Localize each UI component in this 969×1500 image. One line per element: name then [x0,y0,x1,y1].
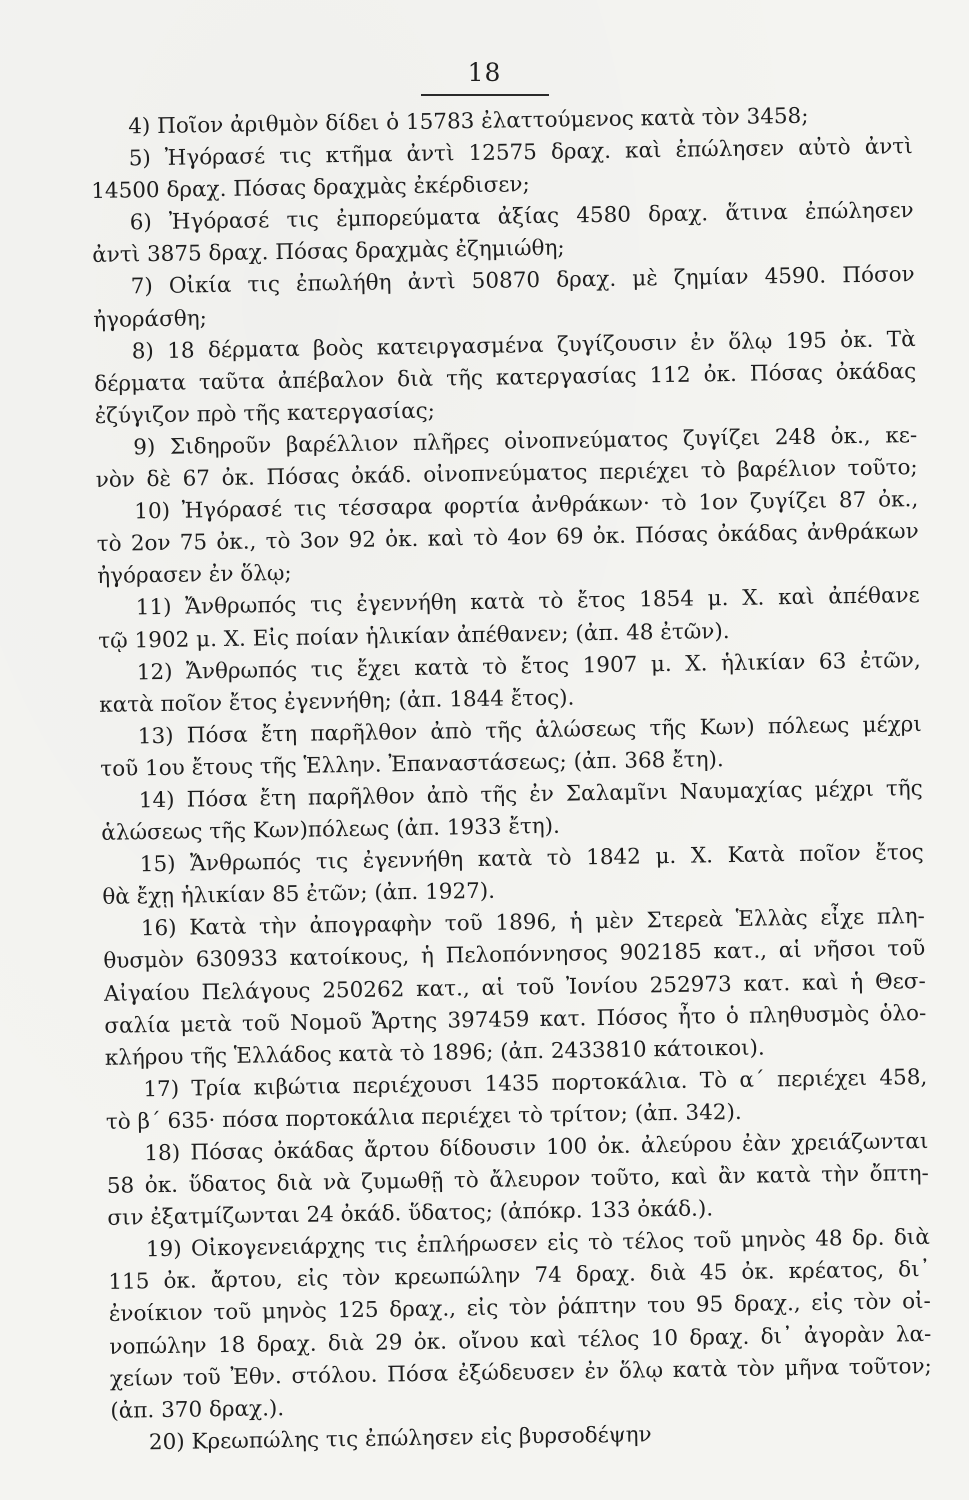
text-line: 115 ὀκ. ἄρτου, εἰς τὸν κρεωπώλην 74 δραχ. διὰ 45 ὀκ. κρέατος, δι᾽ [108,1257,931,1296]
text-line: τὸ 2ον 75 ὀκ., τὸ 3ον 92 ὀκ. καὶ τὸ 4ον 69 ὀκ. Πόσας ὀκάδας ἀνθράκων [96,519,919,558]
text-line: (ἀπ. 370 δραχ.). [110,1395,285,1424]
text-line: 11) Ἄνθρωπός τις ἐγεννήθη κατὰ τὸ ἔτος 1854 μ. Χ. καὶ ἀπέθανε [135,583,920,621]
text-line: χείων τοῦ Ἐθν. στόλου. Πόσα ἐξώδευσεν ἐν ὅλῳ κατὰ τὸν μῆνα τοῦτον; [109,1353,932,1392]
text-line: 9) Σιδηροῦν βαρέλλιον πλῆρες οἰνοπνεύματος ζυγίζει 248 ὀκ., κε- [133,422,918,461]
text-line: 58 ὀκ. ὕδατος διὰ νὰ ζυμωθῇ τὸ ἄλευρον τοῦτο, καὶ ἂν κατὰ τὴν ὄπτη- [106,1161,929,1199]
text-line: ἐζύγιζον πρὸ τῆς κατεργασίας; [94,398,436,429]
text-line: νοπώλην 18 δραχ. διὰ 29 ὀκ. οἴνου καὶ τέλος 10 δραχ. δι᾽ ἀγορὰν λα- [109,1321,932,1360]
text-line: 17) Τρία κιβώτια περιέχουσι 1435 πορτοκάλια. Τὸ α΄ περιέχει 458, [143,1064,928,1103]
text-line: κλήρου τῆς Ἑλλάδος κατὰ τὸ 1896; (ἀπ. 2433810 κάτοικοι). [104,1035,765,1071]
text-line: 15) Ἄνθρωπός τις ἐγεννήθη κατὰ τὸ 1842 μ. Χ. Κατὰ ποῖον ἔτος [139,840,924,878]
text-line: ἀντὶ 3875 δραχ. Πόσας δραχμὰς ἐζημιώθη; [92,235,565,269]
page-number: 18 [467,58,502,87]
text-line: 4) Ποῖον ἀριθμὸν δίδει ὁ 15783 ἐλαττούμενος κατὰ τὸν 3458; [128,103,809,140]
text-line: 14) Πόσα ἔτη παρῆλθον ἀπὸ τῆς ἐν Σαλαμῖνι Ναυμαχίας μέχρι τῆς [138,775,923,814]
text-line: θὰ ἔχῃ ἡλικίαν 85 ἐτῶν; (ἀπ. 1927). [102,878,496,911]
text-line: 6) Ἠγόρασέ τις ἐμπορεύματα ἀξίας 4580 δραχ. ἅτινα ἐπώλησεν [129,198,914,236]
text-line: νὸν δὲ 67 ὀκ. Πόσας ὀκάδ. οἰνοπνεύματος περιέχει τὸ βαρέλιον τοῦτο; [95,455,918,493]
text-line: ἠγοράσθη; [93,305,208,333]
text-line: σαλία μετὰ τοῦ Νομοῦ Ἄρτης 397459 κατ. Πόσος ἦτο ὁ πληθυσμὸς ὁλο- [104,1000,927,1039]
text-line: Αἰγαίου Πελάγους 250262 κατ., αἱ τοῦ Ἰονίου 252973 κατ. καὶ ἡ Θεσ- [103,968,926,1007]
text-line: 7) Οἰκία τις ἐπωλήθη ἀντὶ 50870 δραχ. μὲ ζημίαν 4590. Πόσον [130,262,915,300]
text-line: 5) Ἠγόρασέ τις κτῆμα ἀντὶ 12575 δραχ. καὶ ἐπώλησεν αὐτὸ ἀντὶ [128,134,913,172]
text-line: τῷ 1902 μ. Χ. Εἰς ποίαν ἡλικίαν ἀπέθανεν; (ἀπ. 48 ἐτῶν). [98,618,730,654]
text-line: 8) 18 δέρματα βοὸς κατειργασμένα ζυγίζουσιν ἐν ὅλῳ 195 ὀκ. Τὰ [131,326,916,365]
text-line: ἁλώσεως τῆς Κων)πόλεως (ἀπ. 1933 ἔτη). [101,813,561,846]
text-line: τοῦ 1ου ἔτους τῆς Ἑλλην. Ἐπαναστάσεως; (ἀπ. 368 ἔτη). [100,747,724,782]
text-line: θυσμὸν 630933 κατοίκους, ἡ Πελοπόννησος 902185 κατ., αἱ νῆσοι τοῦ [103,936,926,975]
header-rule [421,94,549,96]
text-line: 19) Οἰκογενειάρχης τις ἐπλήρωσεν εἰς τὸ τέλος τοῦ μηνὸς 48 δρ. διὰ [145,1225,930,1263]
text-line: 14500 δραχ. Πόσας δραχμὰς ἐκέρδισεν; [91,172,530,205]
text-line: 10) Ἠγόρασέ τις τέσσαρα φορτία ἀνθράκων· τὸ 1ον ζυγίζει 87 ὀκ., [134,487,919,525]
text-line: 20) Κρεωπώλης τις ἐπώλησεν εἰς βυρσοδέψην [148,1422,652,1456]
text-line: 16) Κατὰ τὴν ἀπογραφὴν τοῦ 1896, ἡ μὲν Στερεὰ Ἑλλὰς εἶχε πλη- [140,904,925,942]
text-line: ἠγόρασεν ἐν ὅλῳ; [97,561,292,590]
text-line: ἐνοίκιον τοῦ μηνὸς 125 δραχ., εἰς τὸν ῥάπτην του 95 δραχ., εἰς τὸν οἰ- [108,1289,931,1328]
text-line: δέρματα ταῦτα ἀπέβαλον διὰ τῆς κατεργασίας 112 ὀκ. Πόσας ὀκάδας [94,358,917,397]
text-line: 12) Ἄνθρωπός τις ἔχει κατὰ τὸ ἔτος 1907 μ. Χ. ἡλικίαν 63 ἐτῶν, [136,647,921,685]
text-line: τὸ β΄ 635· πόσα πορτοκάλια περιέχει τὸ τρίτον; (ἀπ. 342). [105,1099,742,1135]
text-line: 18) Πόσας ὀκάδας ἄρτου δίδουσιν 100 ὀκ. ἀλεύρου ἐὰν χρειάζωνται [144,1128,929,1167]
text-line: κατὰ ποῖον ἔτος ἐγεννήθη; (ἀπ. 1844 ἔτος). [99,685,575,718]
exercise-text-block [90,99,933,1460]
text-line: σιν ἐξατμίζωνται 24 ὀκάδ. ὕδατος; (ἀπόκρ. 133 ὀκάδ.). [107,1196,714,1232]
text-line: 13) Πόσα ἔτη παρῆλθον ἀπὸ τῆς ἁλώσεως τῆς Κων) πόλεως μέχρι [137,711,922,750]
